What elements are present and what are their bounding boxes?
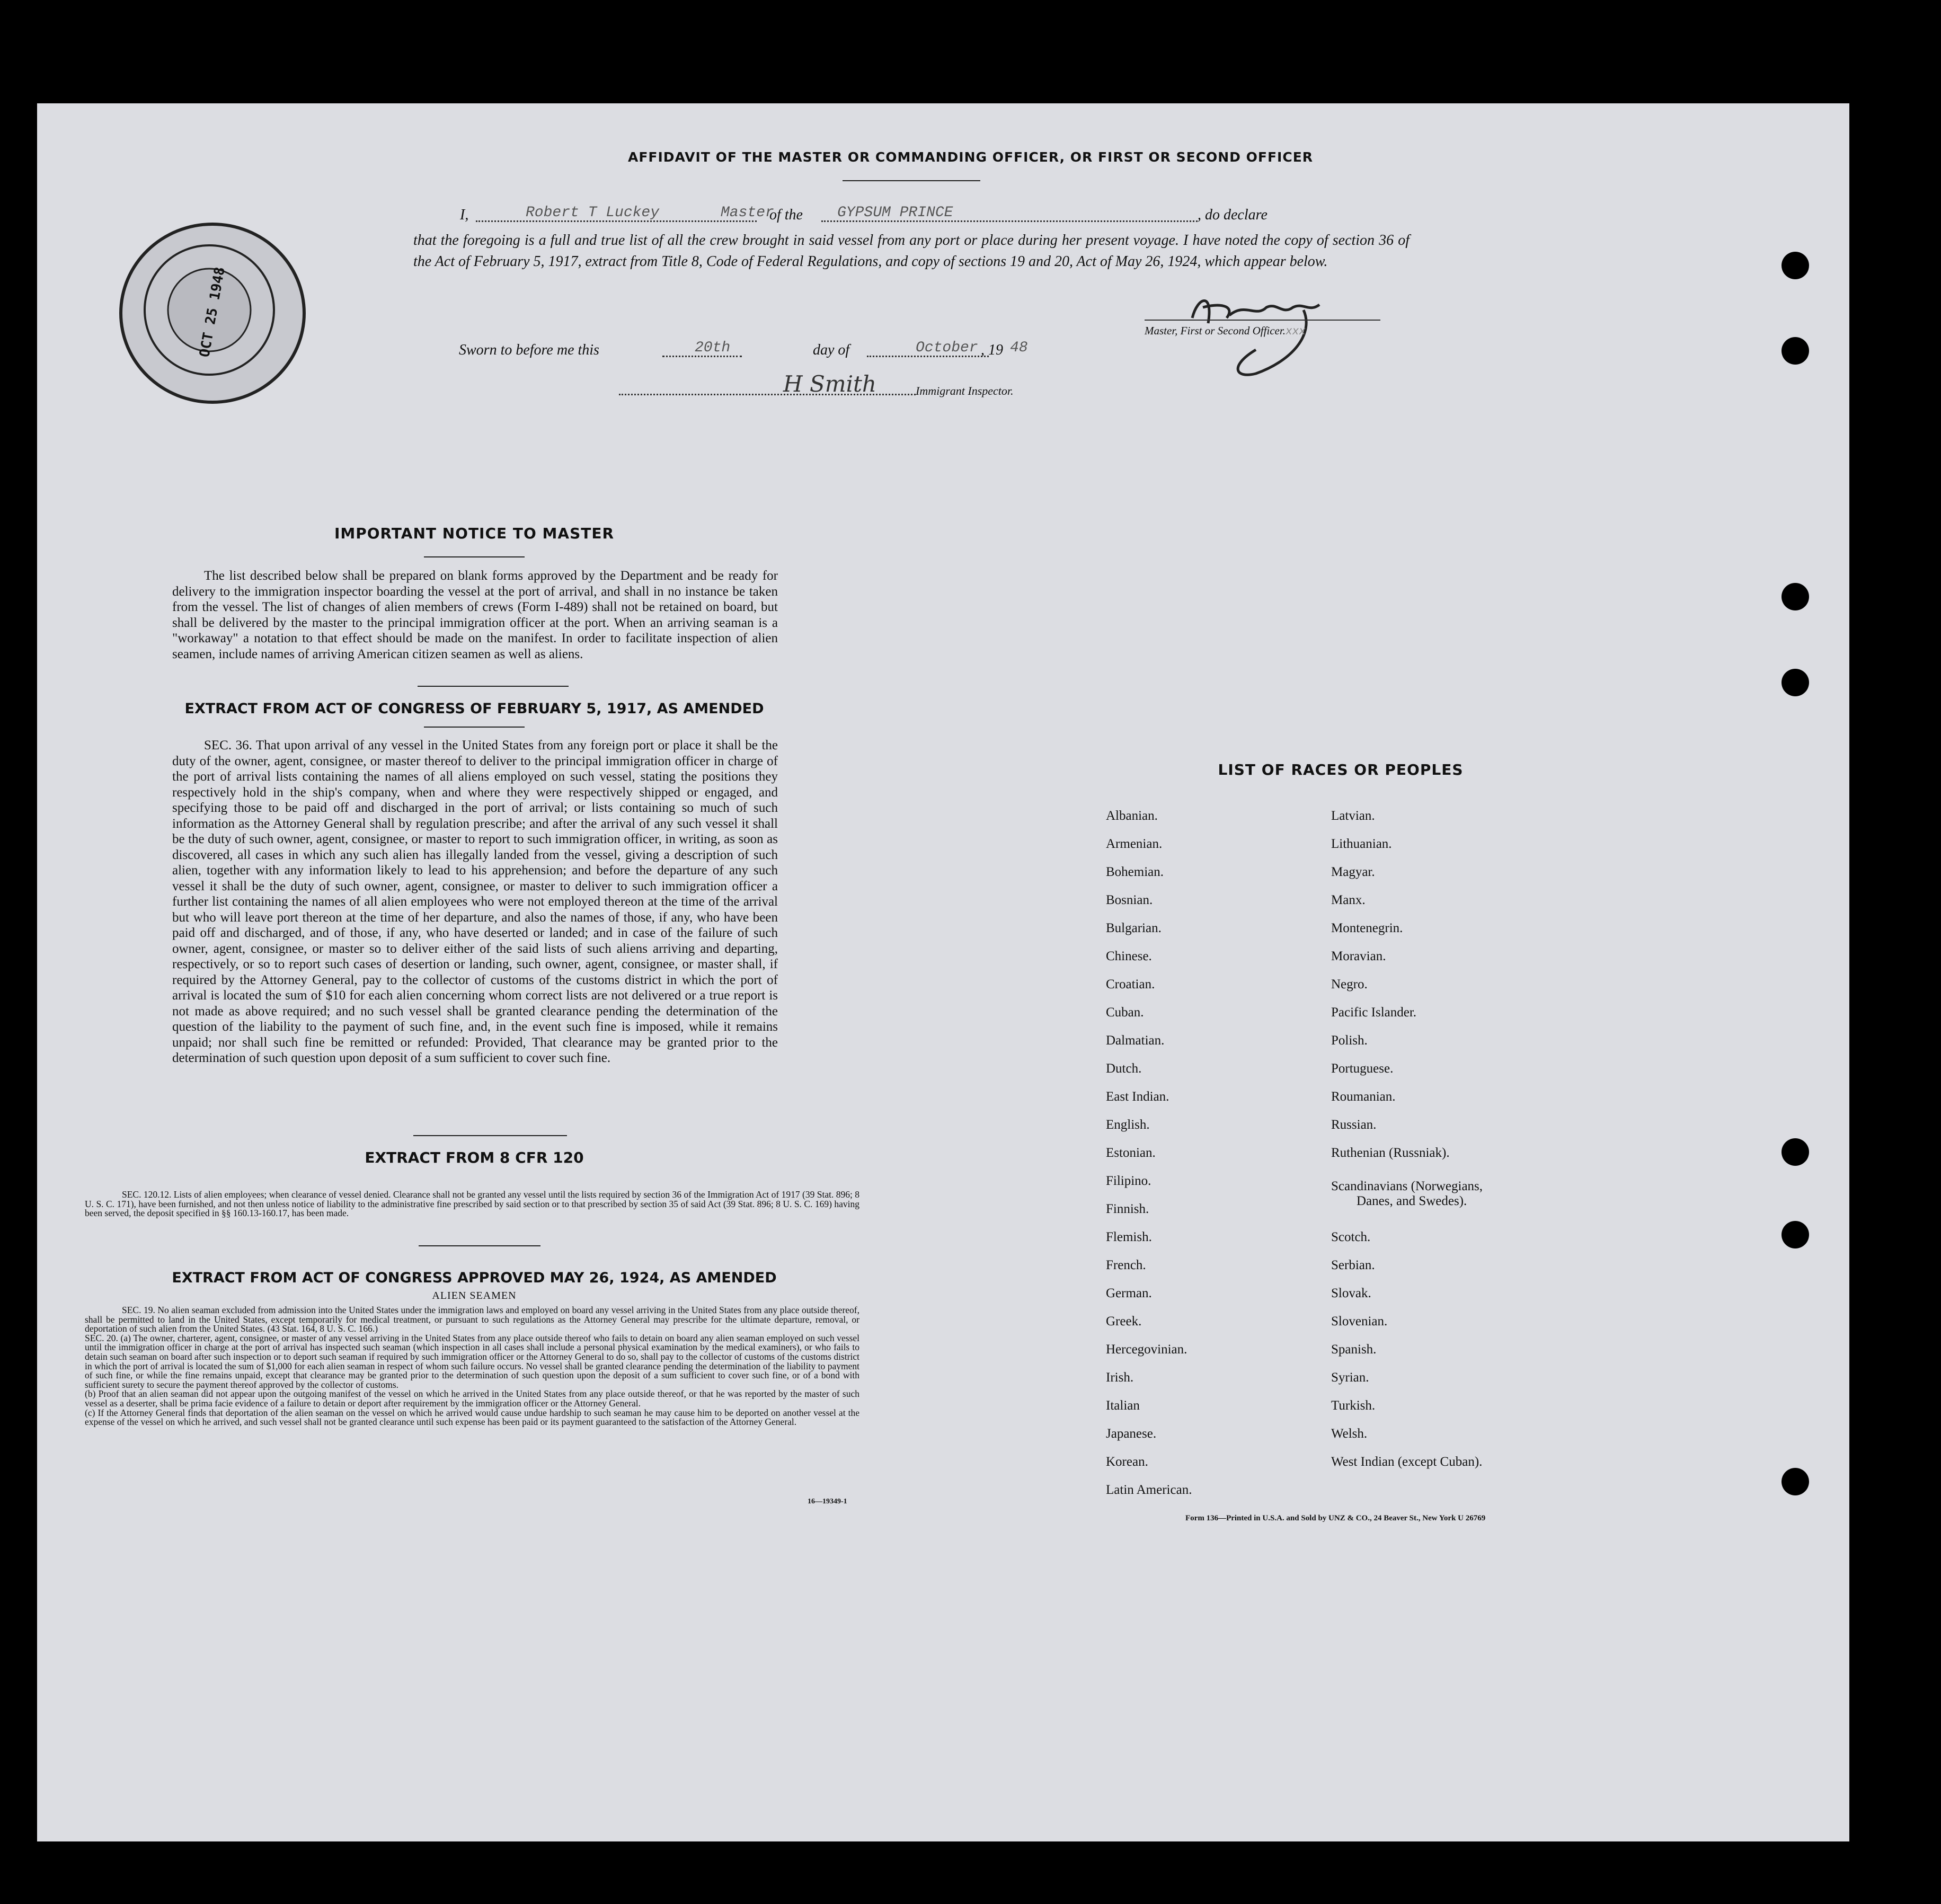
vessel-name-field: GYPSUM PRINCE (837, 205, 953, 221)
year-prefix: , 19 (981, 342, 1003, 358)
race-item: Hercegovinian. (1106, 1342, 1187, 1357)
year-suffix-field: 48 (1010, 340, 1028, 356)
race-item: West Indian (except Cuban). (1331, 1455, 1483, 1469)
extract-1917-end-rule (413, 1135, 567, 1136)
notice-body: The list described below shall be prepared on blank forms approved by the Department and be ready for delivery to the immigration inspector boarding the vessel at the port of arrival, and shall in no instance be taken from the vessel. The list of changes of alien members of crews (Form I-489) shall not be retained on board, but shall be delivered by the master to the principal immigration officer at the port. When an arriving seaman is a "workaway" a notation to that effect should be made on the manifest. In order to facilitate inspection of alien seamen, include names of arriving American citizen seamen as well as aliens. (172, 569, 778, 661)
notice-end-rule (418, 686, 569, 687)
race-item: Chinese. (1106, 949, 1152, 963)
cfr-end-rule (419, 1245, 540, 1246)
race-item: Magyar. (1331, 865, 1375, 879)
race-item: Filipino. (1106, 1174, 1151, 1188)
race-item: Serbian. (1331, 1258, 1375, 1272)
affidavit-body: that the foregoing is a full and true list of all the crew brought in said vessel from any port or place during her present voyage. I have noted the copy of section 36 of the Act of February 5, 1917, extract from Title 8, Code of Federal Regulations, and copy of sections 19 and 20, Act of May 26, 1924, which appear below. (413, 232, 1410, 270)
punch-hole (1782, 669, 1809, 696)
punch-hole (1782, 1138, 1809, 1166)
race-item: Lithuanian. (1331, 837, 1392, 851)
punch-hole (1782, 1468, 1809, 1495)
extract-1917-body: SEC. 36. That upon arrival of any vessel in the United States from any foreign port or place it shall be the duty of the owner, agent, consignee, or master thereof to deliver to the principal immigration officer in charge of the port of arrival lists containing the names of all aliens employed on such vessel, stating the positions they respectively hold in the ship's company, when and where they were respectively shipped or engaged, and specifying those to be paid off and discharged in the port of arrival; or lists containing so much of such information as the Attorney General shall by regulation prescribe; and after the arrival of any such vessel it shall be the duty of such owner, agent, consignee, or master to report to such immigration officer, in writing, as soon as discovered, all cases in which any such alien has illegally landed from the vessel, giving a description of such alien, together with any information likely to lead to his apprehension; and before the departure of any such vessel it shall be the duty of such owner, agent, consignee, or master to deliver to such immigration officer a further list containing the names of all alien employees who were not employed thereon at the time of the arrival but who will leave port thereon at the time of her departure, and also the names of those, if any, who have been paid off and discharged, and of those, if any, who have deserted or landed; and in case of the failure of such owner, agent, consignee, or master so to deliver either of the said lists of such aliens arriving and departing, respectively, or so to report such cases of desertion or landing, such owner, agent, consignee, or master shall, if required by the Attorney General, pay to the collector of customs of the customs district in which the port of arrival is located the sum of $10 for each alien concerning whom correct lists are not delivered or a true report is not made as above required; and no such vessel shall be granted clearance pending the determination of the question of the liability to the payment of such fine, and, in the event such fine is imposed, while it remains unpaid; nor shall such fine be remitted or refunded: Provided, That clearance may be granted prior to the determination of such question upon deposit of a sum sufficient to cover such fine. (172, 738, 778, 1065)
race-item: English. (1106, 1118, 1150, 1132)
race-item: French. (1106, 1258, 1146, 1272)
race-item: Spanish. (1331, 1342, 1377, 1357)
inspection-stamp (119, 223, 306, 404)
race-item: Armenian. (1106, 837, 1163, 851)
race-item: Portuguese. (1331, 1061, 1394, 1076)
title-rule (843, 180, 980, 181)
race-item: Italian (1106, 1398, 1140, 1413)
master-signature-line (1145, 320, 1380, 321)
form-footer: Form 136—Printed in U.S.A. and Sold by UNZ & CO., 24 Beaver St., New York U 26769 (1185, 1514, 1486, 1522)
notice-rule (424, 556, 525, 557)
extract-1924-subtitle: ALIEN SEAMEN (432, 1290, 517, 1301)
race-item: Latvian. (1331, 809, 1375, 823)
cfr-title: EXTRACT FROM 8 CFR 120 (365, 1149, 584, 1166)
day-of-label: day of (813, 342, 850, 358)
race-item: Bosnian. (1106, 893, 1153, 907)
inspector-signature: H Smith (783, 371, 876, 397)
stamp-date: OCT 25 1948 (197, 265, 228, 359)
master-name-field: Robert T Luckey (526, 205, 660, 221)
race-item: Montenegrin. (1331, 921, 1403, 935)
affidavit-block (413, 207, 1410, 272)
sworn-day-field: 20th (695, 340, 731, 356)
race-item: Turkish. (1331, 1398, 1376, 1413)
race-item: Latin American. (1106, 1483, 1192, 1497)
master-title-field: Master (721, 205, 774, 221)
do-declare-label: , do declare (1198, 207, 1268, 223)
sworn-line (459, 342, 1121, 363)
race-item: Korean. (1106, 1455, 1148, 1469)
extract-1924-title: EXTRACT FROM ACT OF CONGRESS APPROVED MAY 26, 1924, AS AMENDED (172, 1270, 777, 1286)
race-item: Polish. (1331, 1033, 1368, 1048)
race-item: Slovak. (1331, 1286, 1371, 1300)
punch-hole (1782, 337, 1809, 365)
affidavit-i: I, (460, 207, 469, 223)
race-item: East Indian. (1106, 1090, 1169, 1104)
print-code: 16—19349-1 (808, 1498, 847, 1506)
affidavit-title: AFFIDAVIT OF THE MASTER OR COMMANDING OFFICER, OR FIRST OR SECOND OFFICER (627, 149, 1314, 165)
race-item: Croatian. (1106, 977, 1155, 991)
race-item: Scotch. (1331, 1230, 1371, 1244)
race-item: Dalmatian. (1106, 1033, 1165, 1048)
punch-hole (1782, 1221, 1809, 1248)
master-signature-caption (1145, 324, 1306, 338)
race-item: Bohemian. (1106, 865, 1164, 879)
race-item: Roumanian. (1331, 1090, 1396, 1104)
race-item: Welsh. (1331, 1427, 1368, 1441)
race-item: Negro. (1331, 977, 1368, 991)
race-item: Moravian. (1331, 949, 1386, 963)
extract-1917-rule (424, 727, 525, 728)
race-item: Cuban. (1106, 1005, 1144, 1020)
race-item: Estonian. (1106, 1146, 1156, 1160)
punch-hole (1782, 583, 1809, 610)
extract-1917-title: EXTRACT FROM ACT OF CONGRESS OF FEBRUARY 5, 1917, AS AMENDED (184, 701, 764, 717)
sworn-month-field: October (916, 340, 978, 356)
extract-1924-body: SEC. 19. No alien seaman excluded from admission into the United States under the immigration laws and employed on board any vessel arriving in the United States from any place outside thereof, shall be permitted to land in the United States, except temporarily for medical treatment, or pursuant to such regulations as the Attorney General may prescribe for the ultimate departure, removal, or deportation of such alien from the United States. (43 Stat. 164, 8 U. S. C. 166.) SEC. 20. (a) The owner, charterer, agent, consignee, or master of any vessel arriving in the United States from any place outside thereof who fails to detain on board any alien seaman employed on such vessel until the immigration officer in charge at the port of arrival has inspected such seaman (which inspection in all cases shall include a personal physical examination by the medical examiners), or who fails to detain such seaman on board after such inspection or to deport such seaman if required by such immigration officer or the Attorney General to do so, shall pay to the collector of customs of the customs district in which the port of arrival is located the sum of $1,000 for each alien seaman in respect of whom such failure occurs. No vessel shall be granted clearance pending the determination of the liability to payment of such fine, or while the fine remains unpaid, except that clearance may be granted prior to the determination of such question upon the deposit of a sum sufficient to cover such fine, or of a bond with sufficient surety to secure the payment thereof approved by the collector of customs. (b) Proof that an alien seaman did not appear upon the outgoing manifest of the vessel on which he arrived in the United States from any place outside thereof, or that he was reported by the master of such vessel as a deserter, shall be prima facie evidence of a failure to detain or deport after requirement by the immigration officer or the Attorney General. (c) If the Attorney General finds that deportation of the alien seaman on the vessel on which he arrived would cause undue hardship to such seaman he may cause him to be deported on another vessel at the expense of the vessel on which he arrived, and such vessel shall not be granted clearance until such expense has been paid or its payment guaranteed to the satisfaction of the Attorney General. (85, 1305, 859, 1428)
race-item: German. (1106, 1286, 1152, 1300)
punch-hole (1782, 252, 1809, 279)
signature-caption-text: Master, First or Second Officer. (1145, 324, 1286, 337)
race-item: Manx. (1331, 893, 1366, 907)
race-item: Slovenian. (1331, 1314, 1388, 1329)
of-the-label: of the (769, 207, 803, 223)
race-item: Pacific Islander. (1331, 1005, 1417, 1020)
race-item: Irish. (1106, 1370, 1134, 1385)
race-item: Dutch. (1106, 1061, 1142, 1076)
signature-suffix: xxx (1285, 326, 1306, 338)
race-item: Russian. (1331, 1118, 1377, 1132)
race-item: Japanese. (1106, 1427, 1157, 1441)
race-item: Albanian. (1106, 809, 1158, 823)
race-item: Ruthenian (Russniak). (1331, 1146, 1450, 1160)
sworn-prefix: Sworn to before me this (459, 342, 599, 358)
race-item: Flemish. (1106, 1230, 1152, 1244)
race-item: Syrian. (1331, 1370, 1369, 1385)
race-item: Scandinavians (Norwegians, (1331, 1179, 1483, 1193)
notice-title: IMPORTANT NOTICE TO MASTER (334, 525, 615, 542)
cfr-body: SEC. 120.12. Lists of alien employees; when clearance of vessel denied. Clearance shall not be granted any vessel until the lists required by section 36 of the Immigration Act of 1917 (39 Stat. 896; 8 U. S. C. 171), have been furnished, and not then unless notice of liability to the administrative fine prescribed by said section or to that prescribed by section 35 of said Act (39 Stat. 896; 8 U. S. C. 169) having been served, the deposit specified in §§ 160.13-160.17, has been made. (85, 1189, 859, 1219)
inspector-caption: Immigrant Inspector. (916, 384, 1014, 397)
race-item: Greek. (1106, 1314, 1142, 1329)
race-item: Danes, and Swedes). (1357, 1194, 1467, 1208)
race-item: Finnish. (1106, 1202, 1149, 1216)
races-title: LIST OF RACES OR PEOPLES (1218, 761, 1464, 778)
race-item: Bulgarian. (1106, 921, 1162, 935)
